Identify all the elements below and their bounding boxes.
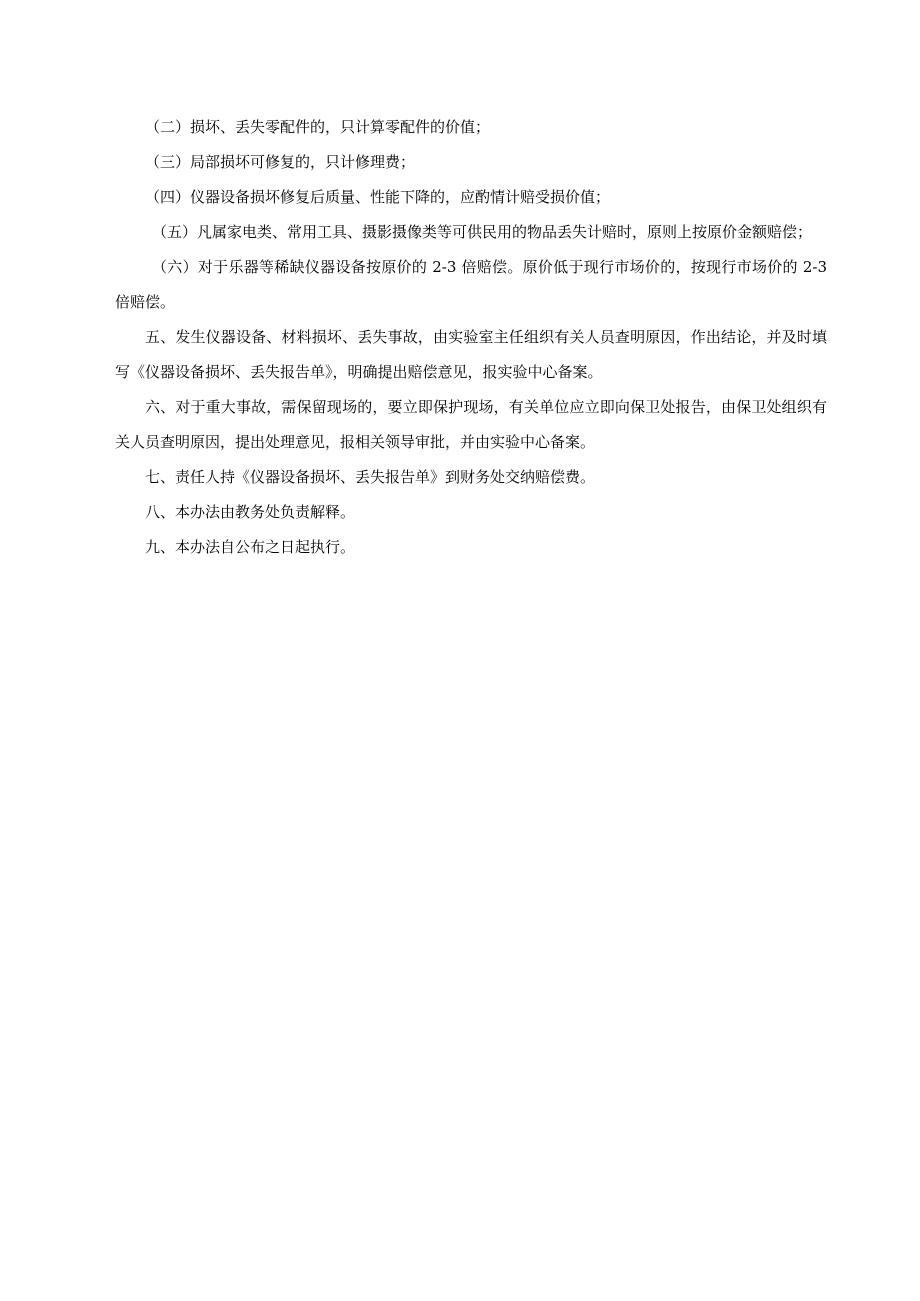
paragraph-item-3: （三）局部损坏可修复的，只计修理费； (145, 153, 416, 171)
paragraph-section-7: 七、责任人持《仪器设备损坏、丢失报告单》到财务处交纳赔偿费。 (145, 468, 596, 486)
paragraph-item-2: （二）损坏、丢失零配件的，只计算零配件的价值； (145, 118, 491, 136)
document-body (115, 110, 827, 565)
paragraph-item-4: （四）仪器设备损坏修复后质量、性能下降的，应酌情计赔受损价值； (145, 188, 611, 206)
paragraph-section-6: 六、对于重大事故，需保留现场的，要立即保护现场，有关单位应立即向保卫处报告，由保卫处组织有关人员查明原因，提出处理意见，报相关领导审批，并由实验中心备案。 (115, 398, 827, 451)
paragraph-section-9: 九、本办法自公布之日起执行。 (145, 538, 356, 556)
paragraph-item-5: （五）凡属家电类、常用工具、摄影摄像类等可供民用的物品丢失计赔时，原则上按原价金额赔偿； (152, 223, 813, 241)
paragraph-section-8: 八、本办法由教务处负责解释。 (145, 503, 356, 521)
paragraph-section-5: 五、发生仪器设备、材料损坏、丢失事故，由实验室主任组织有关人员查明原因，作出结论，并及时填写《仪器设备损坏、丢失报告单》，明确提出赔偿意见，报实验中心备案。 (115, 328, 827, 381)
paragraph-item-6: （六）对于乐器等稀缺仪器设备按原价的 2-3 倍赔偿。原价低于现行市场价的，按现行市场价的 2-3 倍赔偿。 (115, 258, 827, 311)
